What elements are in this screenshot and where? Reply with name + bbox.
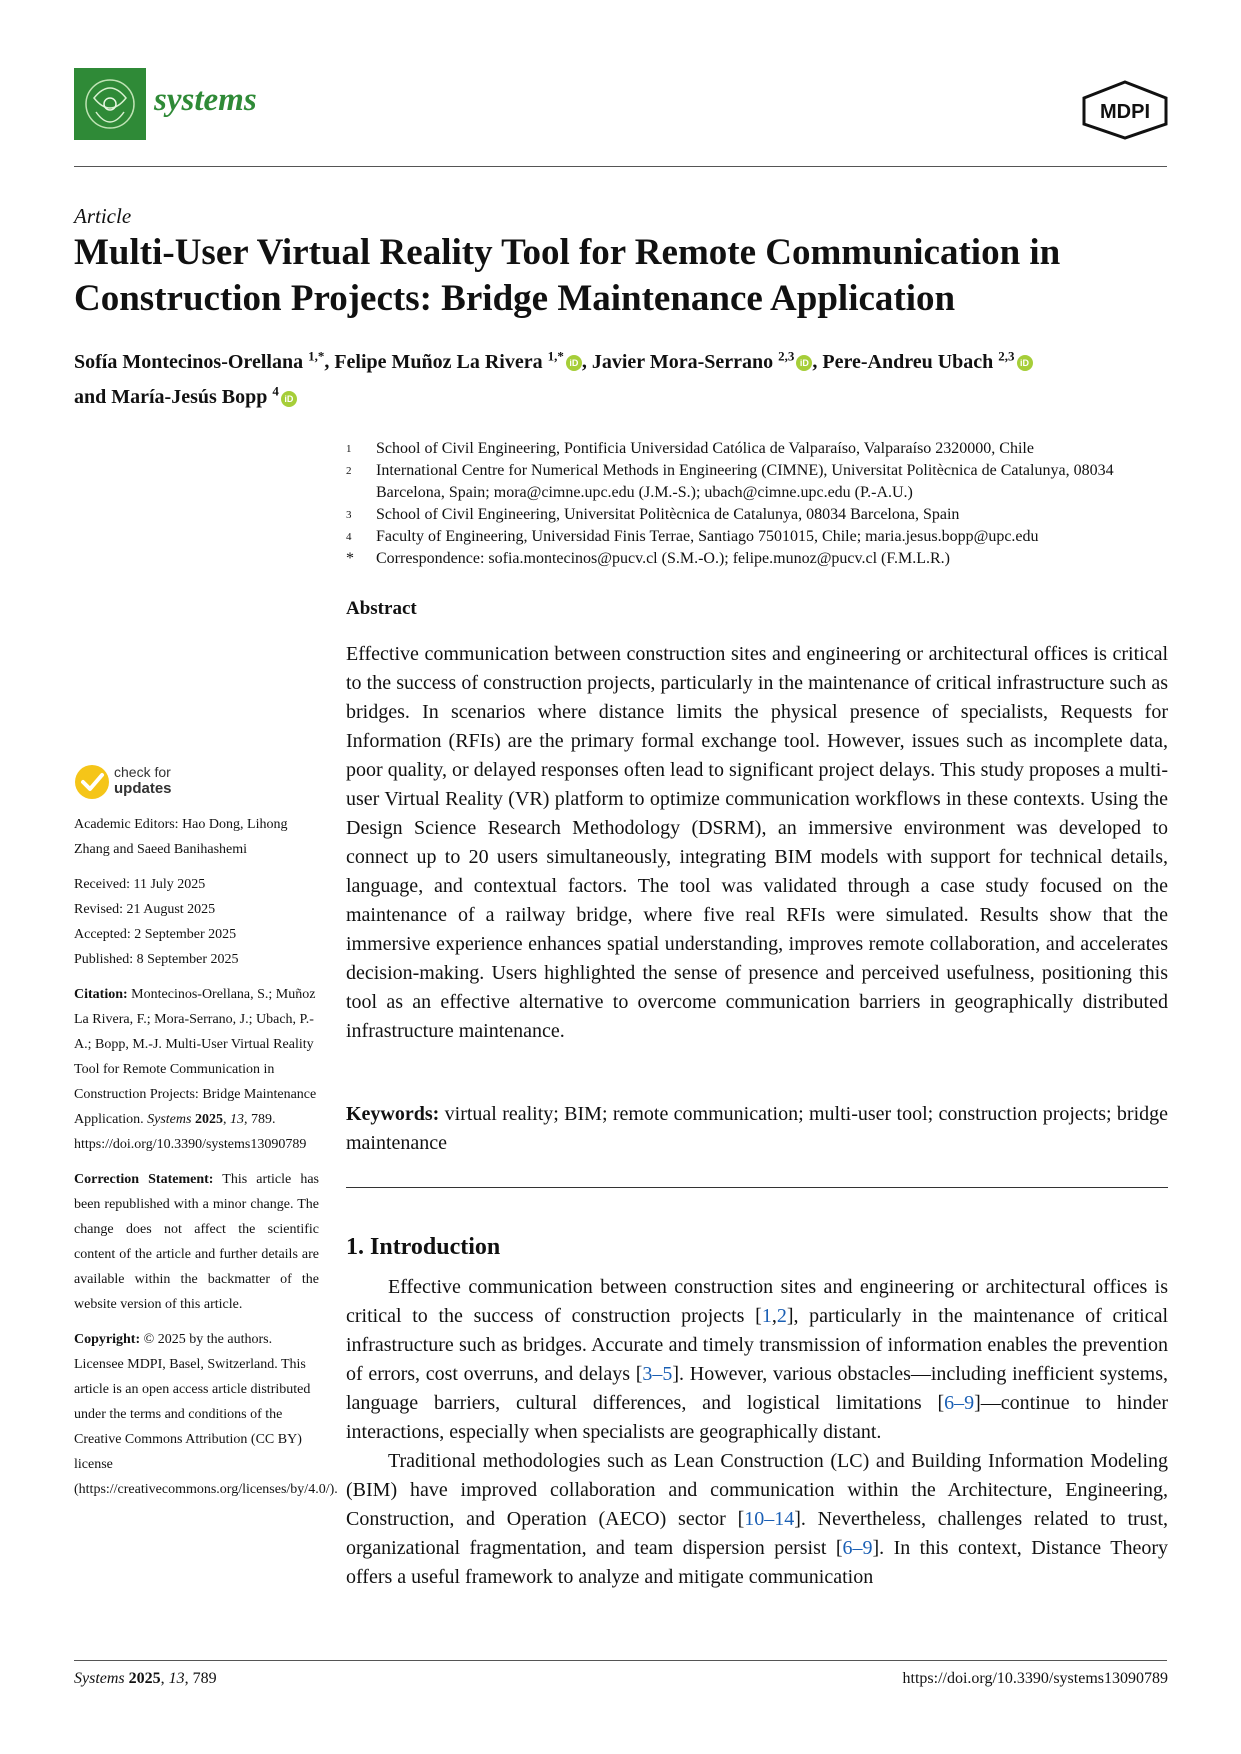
footer-divider [74,1660,1167,1661]
dates [74,872,319,972]
abstract-text: Effective communication between construction sites and engineering or architectural offices is critical to the success of construction projects, particularly in the maintenance of critical infrastructure such as bridges. In scenarios where distance limits the physical presence of specialists, Requests for Information (RFIs) are the primary formal exchange tool. However, issues such as incomplete data, poor quality, or delayed responses often lead to significant project delays. This study proposes a multi-user Virtual Reality (VR) platform to optimize communication workflows in these contexts. Using the Design Science Research Methodology (DSRM), an immersive environment was developed to connect up to 20 users simultaneously, integrating BIM models with support for technical details, language, and contextual factors. The tool was validated through a case study focused on the maintenance of a railway bridge, where five real RFIs were simulated. Results show that the immersive experience enhances spatial understanding, improves remote collaboration, and accelerates decision-making. Users highlighted the sense of presence and perceived usefulness, positioning this tool as an effective alternative to overcome communication barriers in geographically distributed infrastructure maintenance. [346,643,1168,1042]
correspondence: * Correspondence: sofia.montecinos@pucv.cl (S.M.-O.); felipe.munoz@pucv.cl (F.M.L.R.) [346,550,950,567]
paragraph [346,1273,1168,1447]
introduction-body [346,1273,1168,1592]
paragraph-text: Traditional methodologies such as Lean Construction (LC) and Building Information Modeling (BIM) have improved collaboration and communication within the Architecture, Engineering, Construction, and Operation (AECO) sector [ [346,1450,1168,1530]
author[interactable]: Pere-Andreu Ubach $^{2,3}$ [822,348,1015,373]
journal-logo-graphic [74,68,146,140]
affiliations [346,438,1176,570]
article-info-sidebar [74,812,338,1512]
paragraph-text: ], particularly in the maintenance of critical infrastructure such as bridges. Accurate and timely transmission of information enables the prevention of errors, cost overruns, and delays [ [346,1305,1168,1385]
correction-statement: Correction Statement: This article has been republished with a minor change. The change does not affect the scientific content of the article and further details are available within the backmatter of the website version of this article. [74,1172,319,1312]
section-heading-introduction: 1. Introduction [346,1234,501,1260]
affiliation-item: 3 School of Civil Engineering, Universitat Politècnica de Catalunya, 08034 Barcelona, Spain [346,506,960,523]
copyright: Copyright: © 2025 by the authors. Licensee MDPI, Basel, Switzerland. This article is an open access article distributed under the terms and conditions of the Creative Commons Attribution (CC BY) license (https://creativecommons.org/licenses/by/4.0/). [74,1332,338,1497]
mdpi-logo[interactable] [1080,80,1170,140]
orcid-icon[interactable]: iD [566,355,582,371]
article-title: Multi-User Virtual Reality Tool for Remote Communication in Construction Projects: Bridge Maintenance Application [74,232,1061,319]
citation-link[interactable]: 2 [776,1305,787,1327]
received-date: Received: 11 July 2025 [74,877,206,892]
academic-editors: Academic Editors: Hao Dong, Lihong Zhang and Saeed Banihashemi [74,817,288,857]
orcid-icon[interactable]: iD [796,355,812,371]
check-updates-label: check for updates [114,764,172,797]
paragraph-text: ]. In this context, Distance Theory offers a useful framework to analyze and mitigate communication [346,1537,1168,1588]
keywords-text: virtual reality; BIM; remote communication; multi-user tool; construction projects; bridge maintenance [346,1103,1168,1154]
orcid-icon[interactable]: iD [281,391,297,407]
paragraph-text: ]. However, various obstacles—including inefficient systems, language barriers, cultural differences, and logistical limitations [ [346,1363,1168,1414]
paragraph-text: ]—continue to hinder interactions, especially when specialists are geographically distant. [346,1392,1168,1443]
keywords-label: Keywords: [346,1103,440,1125]
citation-link[interactable]: 1 [761,1305,772,1327]
citation: Citation: Montecinos-Orellana, S.; Muñoz La Rivera, F.; Mora-Serrano, J.; Ubach, P.-A.; Bopp, M.-J. Multi-User Virtual Reality Tool for Remote Communication in Construction Projects: Bridge Maintenance Application. Systems 2025, 13, 789. https://doi.org/10.3390/systems13090789 [74,987,317,1152]
check-for-updates-button[interactable] [74,762,214,804]
citation-link[interactable]: 10–14 [744,1508,795,1530]
mdpi-logo-text: MDPI [1100,101,1150,123]
journal-name[interactable]: systems [154,82,257,118]
paragraph-text: , [771,1305,777,1327]
author[interactable]: Javier Mora-Serrano $^{2,3}$ [591,348,795,373]
citation-doi-link[interactable]: , 789. https://doi.org/10.3390/systems13090789 [74,1112,307,1152]
citation-link[interactable]: 3–5 [642,1363,673,1385]
published-date: Published: 8 September 2025 [74,952,239,967]
abstract-divider [346,1187,1168,1188]
paragraph-text: ]. Nevertheless, challenges related to trust, organizational fragmentation, and team dispersion persist [ [346,1508,1169,1559]
paragraph-text: Effective communication between construction sites and engineering or architectural offices is critical to the success of construction projects [ [346,1276,1168,1327]
author-list: Sofía Montecinos-Orellana $^{1,*}$, Felipe Muñoz La Rivera $^{1,*}$iD , Javier Mora-Serrano $^{2,3}$iD , Pere-Andreu Ubach $^{2,3}$iD and María-Jesús Bopp $^4$iD [74,341,1174,412]
orcid-icon[interactable]: iD [1017,355,1033,371]
check-updates-icon [74,764,110,800]
author[interactable]: Felipe Muñoz La Rivera $^{1,*}$ [334,348,564,373]
abstract-heading: Abstract [346,598,417,619]
article-type: Article [74,204,132,228]
affiliation-item: 4 Faculty of Engineering, Universidad Finis Terrae, Santiago 7501015, Chile; maria.jesus.bopp@upc.edu [346,528,1039,545]
author[interactable]: Sofía Montecinos-Orellana $^{1,*}$ [74,348,325,373]
affiliation-item: 1 School of Civil Engineering, Pontificia Universidad Católica de Valparaíso, Valparaíso 2320000, Chile [346,440,1034,457]
footer-doi-link[interactable]: https://doi.org/10.3390/systems13090789 [902,1670,1168,1687]
citation-link[interactable]: 6–9 [944,1392,975,1414]
paragraph [346,1447,1168,1592]
citation-link[interactable]: 6–9 [842,1537,873,1559]
footer-citation: Systems 2025, 13, 789 [74,1670,217,1687]
revised-date: Revised: 21 August 2025 [74,902,216,917]
accepted-date: Accepted: 2 September 2025 [74,927,237,942]
header-divider [74,166,1167,167]
mdpi-logo-graphic [1080,80,1170,140]
affiliation-item: 2 International Centre for Numerical Methods in Engineering (CIMNE), Universitat Politècnica de Catalunya, 08034 Barcelona, Spain; mora@cimne.upc.edu (J.M.-S.); ubach@cimne.upc.edu (P.-A.U.) [346,462,1114,501]
keywords [346,1100,1168,1158]
author[interactable]: and María-Jesús Bopp $^4$ [74,383,279,409]
journal-logo [74,68,146,140]
